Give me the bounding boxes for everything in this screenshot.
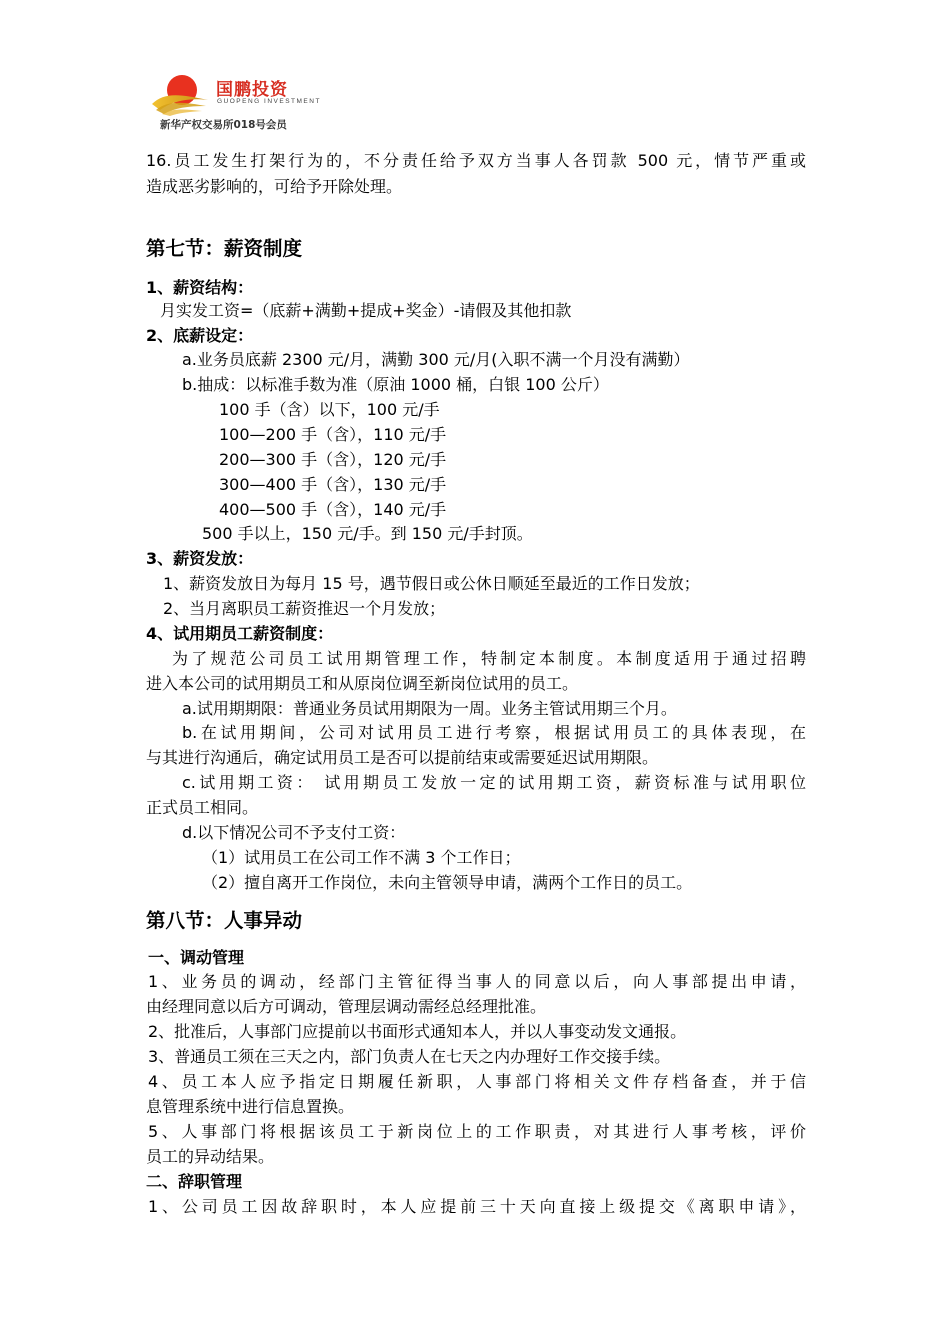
probation-a: a.试用期期限：普通业务员试用期限为一周。业务主管试用期三个月。 xyxy=(182,699,677,718)
transfer-5-line-1: 5、人事部门将根据该员工于新岗位上的工作职责，对其进行人事考核，评价 xyxy=(148,1122,806,1141)
transfer-2: 2、批准后，人事部门应提前以书面形式通知本人，并以人事变动发文通报。 xyxy=(148,1022,687,1041)
transfer-3: 3、普通员工须在三天之内，部门负责人在七天之内办理好工作交接手续。 xyxy=(148,1047,671,1066)
resignation-heading: 二、辞职管理 xyxy=(146,1172,243,1191)
company-name-cn: 国鹏投资 xyxy=(216,80,288,100)
commission-tier: 300—400 手（含），130 元/手 xyxy=(219,475,447,494)
base-salary-b: b.抽成：以标准手数为准（原油 1000 桶，白银 100 公斤） xyxy=(182,375,609,394)
section-8-title: 第八节：人事异动 xyxy=(146,909,303,932)
resignation-1: 1、公司员工因故辞职时，本人应提前三十天向直接上级提交《离职申请》， xyxy=(148,1197,806,1216)
probation-heading: 4、试用期员工薪资制度： xyxy=(146,624,334,643)
salary-formula: 月实发工资=（底薪+满勤+提成+奖金）-请假及其他扣款 xyxy=(160,301,572,320)
transfer-1-line-1: 1、业务员的调动，经部门主管征得当事人的同意以后，向人事部提出申请， xyxy=(148,972,806,991)
probation-intro-1: 为了规范公司员工试用期管理工作，特制定本制度。本制度适用于通过招聘 xyxy=(172,649,806,668)
probation-d-1: （1）试用员工在公司工作不满 3 个工作日； xyxy=(202,848,521,867)
commission-tier: 100—200 手（含），110 元/手 xyxy=(219,425,447,444)
probation-b-1: b.在试用期间，公司对试用员工进行考察，根据试用员工的具体表现，在 xyxy=(182,723,806,742)
section-7-title: 第七节：薪资制度 xyxy=(146,237,303,260)
transfer-heading: 一、调动管理 xyxy=(148,948,245,967)
commission-tier: 200—300 手（含），120 元/手 xyxy=(219,450,447,469)
commission-cap: 500 手以上，150 元/手。到 150 元/手封顶。 xyxy=(202,524,533,543)
probation-intro-2: 进入本公司的试用期员工和从原岗位调至新岗位试用的员工。 xyxy=(146,674,579,693)
rule-16-line-2: 造成恶劣影响的，可给予开除处理。 xyxy=(146,177,403,196)
commission-tier: 400—500 手（含），140 元/手 xyxy=(219,500,447,519)
transfer-4-line-2: 息管理系统中进行信息置换。 xyxy=(146,1097,355,1116)
rule-16-line-1: 16.员工发生打架行为的，不分责任给予双方当事人各罚款 500 元，情节严重或 xyxy=(146,151,806,170)
probation-c-2: 正式员工相同。 xyxy=(146,798,259,817)
salary-structure-heading: 1、薪资结构： xyxy=(146,278,254,297)
company-name-en: GUOPENG INVESTMENT xyxy=(217,98,321,105)
probation-d: d.以下情况公司不予支付工资： xyxy=(182,823,406,842)
company-logo xyxy=(150,74,321,132)
probation-b-2: 与其进行沟通后，确定试用员工是否可以提前结束或需要延迟试用期限。 xyxy=(146,748,659,767)
salary-payment-2: 2、当月离职员工薪资推迟一个月发放； xyxy=(163,599,446,618)
base-salary-a: a.业务员底薪 2300 元/月，满勤 300 元/月(入职不满一个月没有满勤） xyxy=(182,350,690,369)
membership-caption: 新华产权交易所018号会员 xyxy=(160,119,287,131)
transfer-4-line-1: 4、员工本人应予指定日期履任新职，人事部门将相关文件存档备查，并于信 xyxy=(148,1072,806,1091)
probation-d-2: （2）擅自离开工作岗位，未向主管领导申请，满两个工作日的员工。 xyxy=(202,873,693,892)
transfer-1-line-2: 由经理同意以后方可调动，管理层调动需经总经理批准。 xyxy=(146,997,547,1016)
sunrise-wing-icon xyxy=(150,74,210,116)
base-salary-heading: 2、底薪设定： xyxy=(146,326,254,345)
salary-payment-heading: 3、薪资发放： xyxy=(146,549,254,568)
transfer-5-line-2: 员工的异动结果。 xyxy=(146,1147,275,1166)
salary-payment-1: 1、薪资发放日为每月 15 号，遇节假日或公休日顺延至最近的工作日发放； xyxy=(163,574,700,593)
commission-tier: 100 手（含）以下，100 元/手 xyxy=(219,400,440,419)
probation-c-1: c.试用期工资： 试用期员工发放一定的试用期工资，薪资标准与试用职位 xyxy=(182,773,806,792)
